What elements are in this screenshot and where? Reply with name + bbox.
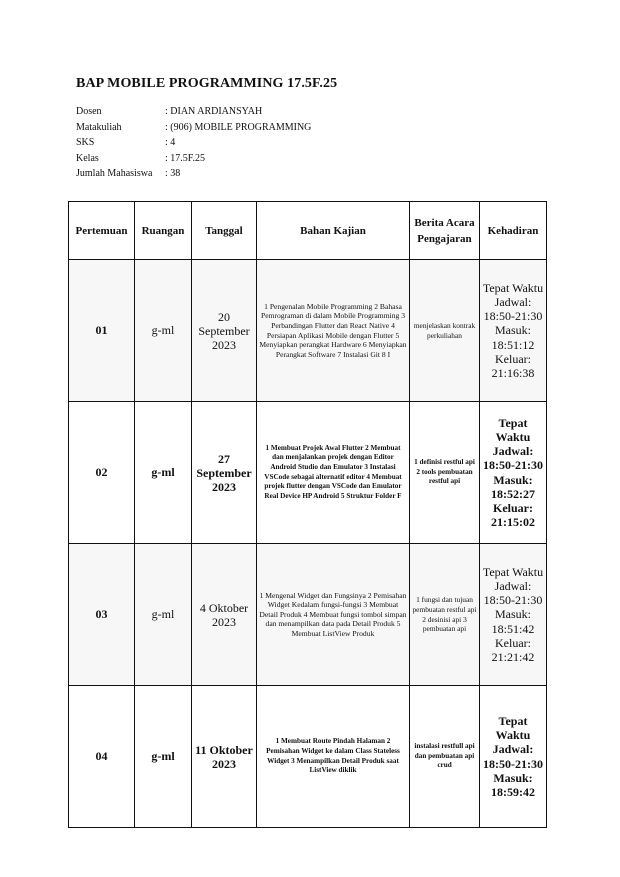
cell-tanggal: 20 September 2023 — [192, 260, 257, 402]
cell-ruangan: g-ml — [135, 402, 192, 544]
cell-pertemuan: 02 — [69, 402, 135, 544]
cell-pertemuan: 01 — [69, 260, 135, 402]
meta-row-jumlah-mahasiswa — [76, 166, 311, 182]
header-tanggal: Tanggal — [192, 202, 257, 260]
meta-value: : (906) MOBILE PROGRAMMING — [165, 121, 312, 133]
cell-ruangan: g-ml — [135, 686, 192, 828]
cell-berita-acara: 1 fungsi dan tujuan pembuatan restful api 2 desinisi api 3 pembuatan api — [410, 544, 480, 686]
header-pertemuan: Pertemuan — [69, 202, 135, 260]
table-row — [69, 260, 547, 402]
bap-table — [68, 201, 547, 828]
meta-row-kelas — [76, 151, 311, 167]
cell-kehadiran: Tepat Waktu Jadwal: 18:50-21:30 Masuk: 18:59:42 — [480, 686, 547, 828]
meta-value: : 17.5F.25 — [165, 152, 206, 164]
header-ruangan: Ruangan — [135, 202, 192, 260]
cell-berita-acara: menjelaskan kontrak perkuliahan — [410, 260, 480, 402]
meta-label: Matakuliah — [76, 121, 122, 133]
cell-kehadiran: Tepat Waktu Jadwal: 18:50-21:30 Masuk: 18:51:12 Keluar: 21:16:38 — [480, 260, 547, 402]
meta-value: : 4 — [165, 137, 176, 149]
cell-bahan-kajian: 1 Membuat Route Pindah Halaman 2 Pemisahan Widget ke dalam Class Stateless Widget 3 Menampilkan Detail Produk saat ListView diklik — [257, 686, 410, 828]
meta-value: : 38 — [165, 168, 181, 180]
meta-label: Jumlah Mahasiswa — [76, 168, 153, 180]
meta-row-dosen — [76, 104, 311, 120]
table-row — [69, 402, 547, 544]
meta-label: Kelas — [76, 152, 99, 164]
cell-kehadiran: Tepat Waktu Jadwal: 18:50-21:30 Masuk: 18:51:42 Keluar: 21:21:42 — [480, 544, 547, 686]
cell-pertemuan: 03 — [69, 544, 135, 686]
page-title: BAP MOBILE PROGRAMMING 17.5F.25 — [76, 76, 338, 91]
cell-ruangan: g-ml — [135, 544, 192, 686]
header-bahan-kajian: Bahan Kajian — [257, 202, 410, 260]
meta-value: : DIAN ARDIANSYAH — [165, 106, 263, 117]
header-kehadiran: Kehadiran — [480, 202, 547, 260]
cell-bahan-kajian: 1 Membuat Projek Awal Flutter 2 Membuat dan menjalankan projek dengan Editor Android Studio dan Emulator 3 Instalasi VSCode sebagai alternatif editor 4 Membuat projek flutter dengan VSCode dan Emulator Real Device HP Android 5 Struktur Folder F — [257, 402, 410, 544]
cell-berita-acara: 1 definisi restful api 2 tools pembuatan restful api — [410, 402, 480, 544]
cell-bahan-kajian: 1 Pengenalan Mobile Programming 2 Bahasa Pemrograman di dalam Mobile Programming 3 Perbandingan Flutter dan React Native 4 Persiapan Aplikasi Mobile dengan Flutter 5 Menyiapkan perangkat Hardware 6 Menyiapkan Perangkat Software 7 Instalasi Git 8 I — [257, 260, 410, 402]
header-berita-acara: Berita Acara Pengajaran — [410, 202, 480, 260]
table-row — [69, 544, 547, 686]
meta-label: Dosen — [76, 106, 102, 117]
cell-kehadiran: Tepat Waktu Jadwal: 18:50-21:30 Masuk: 18:52:27 Keluar: 21:15:02 — [480, 402, 547, 544]
cell-bahan-kajian: 1 Mengenal Widget dan Fungsinya 2 Pemisahan Widget Kedalam fungsi-fungsi 3 Membuat Detail Produk 4 Membuat fungsi tombol simpan dan menampilkan data pada Detail Produk 5 Membuat ListView Produk — [257, 544, 410, 686]
cell-berita-acara: instalasi restfull api dan pembuatan api crud — [410, 686, 480, 828]
meta-label: SKS — [76, 137, 95, 149]
cell-ruangan: g-ml — [135, 260, 192, 402]
course-meta — [76, 104, 311, 182]
table-row — [69, 686, 547, 828]
table-header-row — [69, 202, 547, 260]
cell-tanggal: 11 Oktober 2023 — [192, 686, 257, 828]
meta-row-matakuliah — [76, 120, 311, 136]
cell-tanggal: 27 September 2023 — [192, 402, 257, 544]
meta-row-sks — [76, 135, 311, 151]
cell-pertemuan: 04 — [69, 686, 135, 828]
cell-tanggal: 4 Oktober 2023 — [192, 544, 257, 686]
